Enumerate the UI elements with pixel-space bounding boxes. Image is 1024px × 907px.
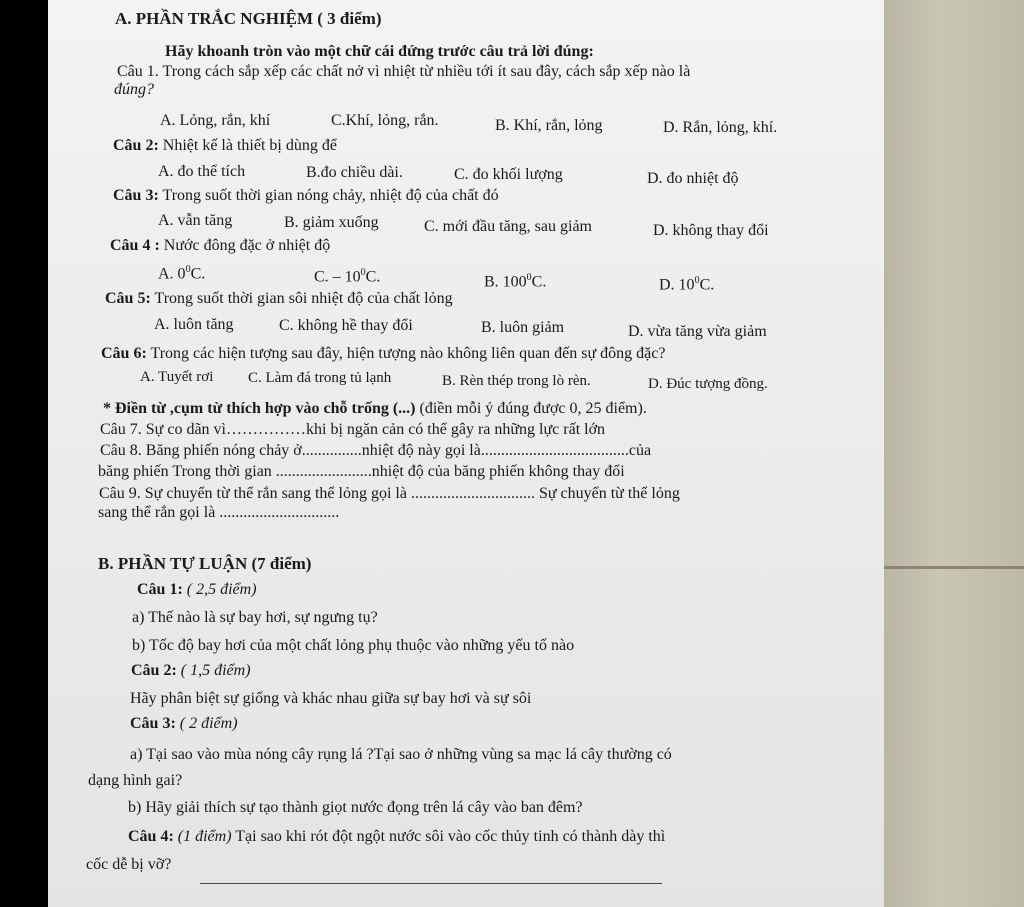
question-4-text: Câu 4 : Nước đông đặc ở nhiệt độ [110, 237, 331, 254]
q2-option: D. đo nhiệt độ [647, 170, 739, 187]
q4-option: D. $10^0C$. [659, 275, 715, 294]
q3-option: A. vẫn tăng [158, 212, 233, 229]
question-2-text: Câu 2: Nhiệt kế là thiết bị dùng để [113, 137, 337, 154]
background-surface [884, 0, 1024, 907]
q4-option: A. $0^0C$. [158, 264, 206, 283]
q1-option: A. Lỏng, rắn, khí [160, 112, 271, 129]
question-8-text: Câu 8. Băng phiến nóng chảy ở...............nhiệt độ này gọi là.....................................của [100, 442, 652, 459]
instruction: Hãy khoanh tròn vào một chữ cái đứng trước câu trả lời đúng: [165, 43, 594, 60]
q1-option: B. Khí, rắn, lỏng [495, 117, 603, 134]
question-6-text: Câu 6: Trong các hiện tượng sau đây, hiện tượng nào không liên quan đến sự đông đặc? [101, 345, 666, 362]
question-9-text: Câu 9. Sự chuyển từ thể rắn sang thể lỏng gọi là ............................... Sự chuyển từ thể lỏng [99, 485, 680, 502]
q4-option: C. – $10^0C$. [314, 267, 381, 286]
q5-option: C. không hề thay đổi [279, 317, 413, 334]
question-1-text: Câu 1. Trong cách sắp xếp các chất nở vì nhiệt từ nhiều tới ít sau đây, cách sắp xếp nào là [117, 63, 691, 80]
question-5-text: Câu 5: Trong suốt thời gian sôi nhiệt độ của chất lỏng [105, 290, 453, 307]
q2-option: B.đo chiều dài. [306, 164, 403, 181]
q5-option: A. luôn tăng [154, 316, 234, 333]
q6-option: B. Rèn thép trong lò rèn. [442, 373, 591, 389]
q6-option: C. Làm đá trong tủ lạnh [248, 370, 392, 386]
q6-option: A. Tuyết rơi [140, 369, 214, 385]
essay-1-title: Câu 1: ( 2,5 điểm) [137, 581, 257, 598]
fill-in-heading: * Điền từ ,cụm từ thích hợp vào chỗ trống (...) (điền mỗi ý đúng được 0, 25 điểm). [103, 400, 647, 417]
essay-1a: a) Thế nào là sự bay hơi, sự ngưng tụ? [132, 609, 378, 626]
q2-option: A. đo thể tích [158, 163, 246, 180]
essay-3-title: Câu 3: ( 2 điểm) [130, 715, 238, 732]
q1-option: D. Rắn, lỏng, khí. [663, 119, 778, 136]
q3-option: D. không thay đổi [653, 222, 769, 239]
essay-2-title: Câu 2: ( 1,5 điểm) [131, 662, 251, 679]
essay-3a: a) Tại sao vào mùa nóng cây rụng lá ?Tại sao ở những vùng sa mạc lá cây thường có [130, 746, 672, 763]
q5-option: D. vừa tăng vừa giảm [628, 323, 767, 340]
exam-paper [48, 0, 884, 907]
question-3-text: Câu 3: Trong suốt thời gian nóng chảy, nhiệt độ của chất đó [113, 187, 499, 204]
q5-option: B. luôn giảm [481, 319, 565, 336]
q1-option: C.Khí, lỏng, rắn. [331, 112, 439, 129]
essay-2-text: Hãy phân biệt sự giống và khác nhau giữa sự bay hơi và sự sôi [130, 690, 532, 707]
q6-option: D. Đúc tượng đồng. [648, 376, 768, 392]
question-1-text-cont: đúng? [114, 81, 154, 98]
question-7-text: Câu 7. Sự co dãn vì……………khi bị ngăn cản có thể gây ra những lực rất lớn [100, 421, 606, 438]
part-b-heading: B. PHẦN TỰ LUẬN (7 điểm) [98, 554, 312, 573]
q4-option: B. $100^0C$. [484, 272, 547, 291]
part-a-heading: A. PHẦN TRẮC NGHIỆM ( 3 điểm) [115, 9, 382, 28]
essay-3b: b) Hãy giải thích sự tạo thành giọt nước đọng trên lá cây vào ban đêm? [128, 799, 583, 816]
background-edge [884, 566, 1024, 569]
question-8-text-cont: băng phiến Trong thời gian ........................nhiệt độ của băng phiến không thay đổi [98, 463, 625, 480]
essay-3a-cont: dạng hình gai? [88, 772, 183, 789]
essay-1b: b) Tốc độ bay hơi của một chất lỏng phụ thuộc vào những yếu tố nào [132, 637, 575, 654]
essay-4-title: Câu 4: (1 điểm) Tại sao khi rót đột ngột nước sôi vào cốc thủy tinh có thành dày thì [128, 828, 666, 845]
question-9-text-cont: sang thể rắn gọi là .............................. [98, 504, 340, 521]
essay-4-text-cont: cốc dễ bị vỡ? [86, 856, 172, 873]
q3-option: C. mới đầu tăng, sau giảm [424, 218, 592, 235]
footer-divider [200, 883, 662, 884]
q3-option: B. giảm xuống [284, 214, 379, 231]
q2-option: C. đo khối lượng [454, 166, 563, 183]
